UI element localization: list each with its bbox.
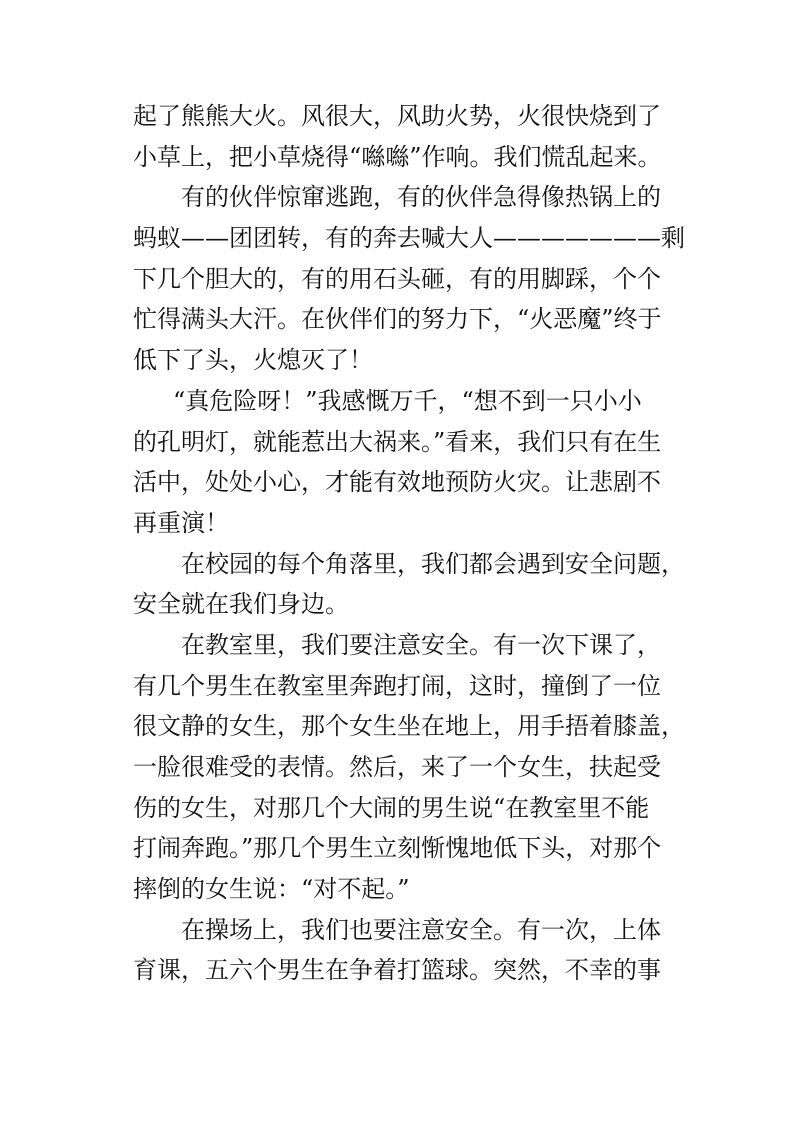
text-line: 的孔明灯，就能惹出大祸来。”看来，我们只有在生 [133, 427, 662, 456]
text-line: 在操场上，我们也要注意安全。有一次，上体 [181, 915, 661, 944]
text-line: 有几个男生在教室里奔跑打闹，这时，撞倒了一位 [133, 671, 661, 700]
text-line: 活中，处处小心，才能有效地预防火灾。让悲剧不 [133, 468, 661, 497]
text-line: 一脸很难受的表情。然后，来了一个女生，扶起受 [133, 753, 661, 781]
text-line: 育课，五六个男生在争着打篮球。突然，不幸的事 [133, 956, 661, 985]
text-line: 小草上，把小草烧得“噝噝”作响。我们慌乱起来。 [133, 142, 662, 171]
text-line: 打闹奔跑。”那几个男生立刻惭愧地低下头，对那个 [133, 834, 662, 863]
text-line: 忙得满头大汗。在伙伴们的努力下，“火恶魔”终于 [133, 305, 662, 334]
text-line: 摔倒的女生说：“对不起。” [133, 875, 410, 904]
text-line: 在校园的每个角落里，我们都会遇到安全问题， [181, 549, 685, 578]
text-line: 低下了头，火熄灭了！ [133, 346, 373, 375]
text-line: 安全就在我们身边。 [133, 590, 349, 619]
text-line: 伤的女生，对那几个大闹的男生说“在教室里不能 [133, 793, 650, 822]
text-line: 很文静的女生，那个女生坐在地上，用手捂着膝盖， [133, 712, 685, 741]
text-line: “真危险呀！”我感慨万千，“想不到一只小小 [173, 386, 642, 415]
text-line: 有的伙伴惊窜逃跑，有的伙伴急得像热锅上的 [181, 183, 661, 212]
text-line: 蚂蚁——团团转，有的奔去喊大人———————剩 [133, 224, 685, 253]
text-line: 起了熊熊大火。风很大，风助火势，火很快烧到了 [133, 102, 661, 130]
text-line: 再重演！ [133, 508, 229, 537]
text-line: 在教室里，我们要注意安全。有一次下课了， [181, 630, 661, 659]
text-line: 下几个胆大的，有的用石头砸，有的用脚踩，个个 [133, 264, 661, 293]
body-text [133, 96, 685, 991]
